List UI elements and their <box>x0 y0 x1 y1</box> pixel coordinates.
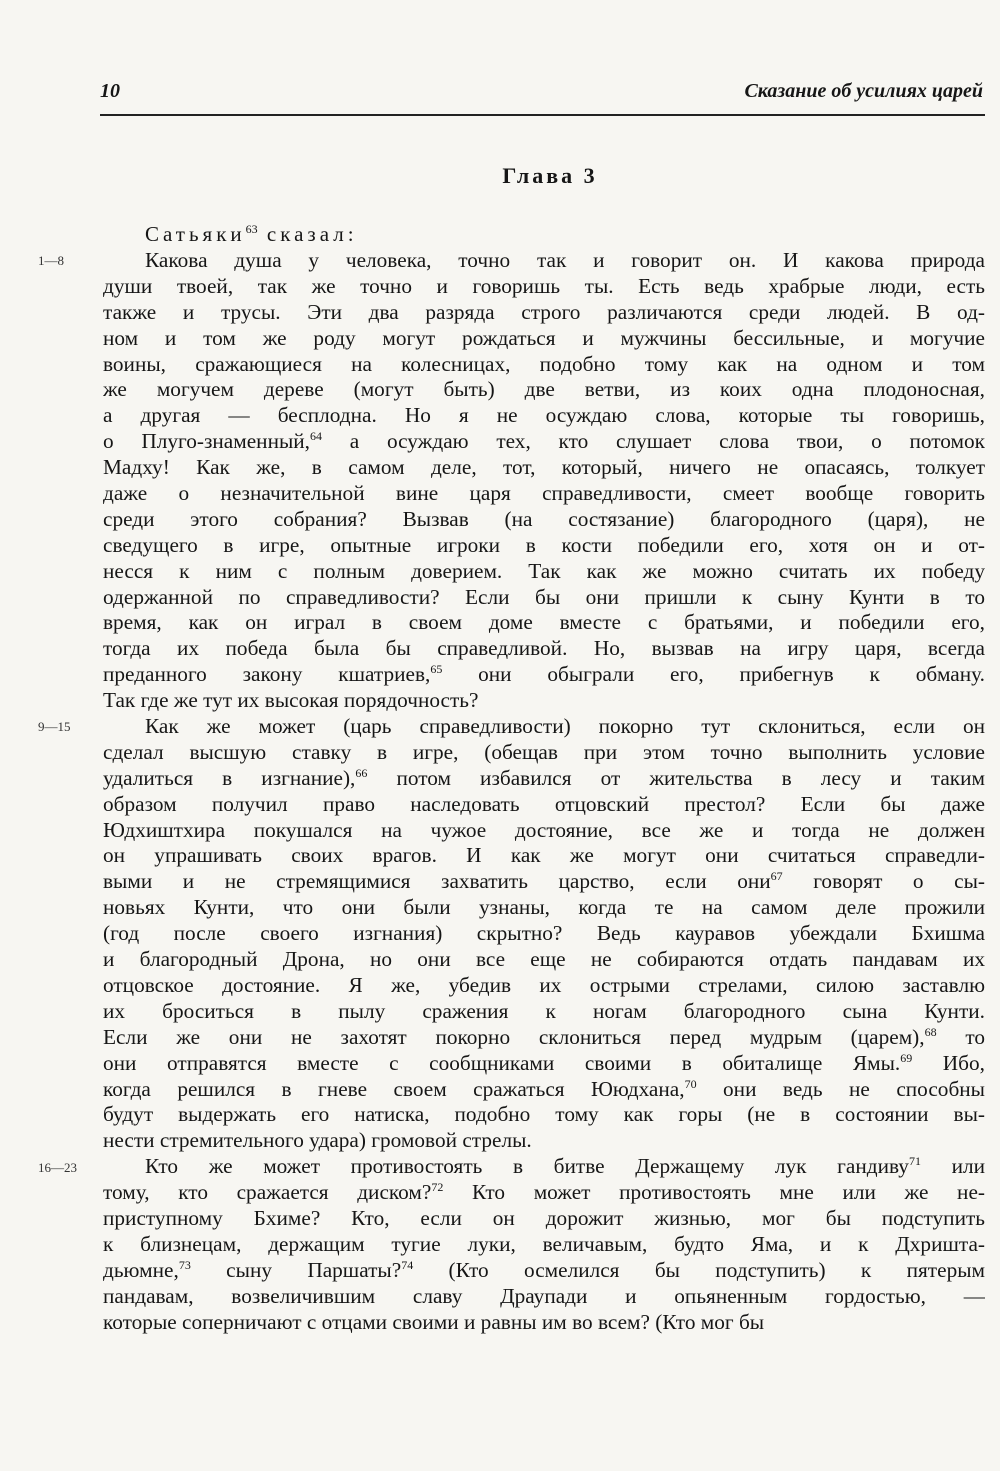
text-run: или <box>920 1154 985 1179</box>
text-run: они обыграли его, прибегнув к обману. <box>442 662 985 687</box>
text-line <box>103 818 985 844</box>
text-run: их броситься в пылу сражения к ногам благородного сына Кунти. <box>103 998 985 1023</box>
text-run: одержанной по справедливости? Если бы они пришли к сыну Кунти в то <box>103 584 985 609</box>
footnote-ref: 74 <box>401 1257 414 1272</box>
main-text <box>103 248 985 1335</box>
text-run: потом избавился от жительства в лесу и таким <box>367 765 985 790</box>
text-line <box>103 507 985 533</box>
text-line <box>103 740 985 766</box>
text-line <box>103 559 985 585</box>
text-line <box>103 1102 985 1128</box>
text-run: Кто же может противостоять в битве Держащему лук гандиву <box>145 1154 909 1179</box>
text-line <box>103 610 985 636</box>
running-header <box>100 80 985 116</box>
text-run: (год после своего изгнания) скрытно? Ведь кауравов убеждали Бхишма <box>103 921 985 946</box>
text-run: пандавам, возвеличившим славу Драупади и опьяненным гордостью, — <box>103 1283 985 1308</box>
text-line <box>103 300 985 326</box>
text-line <box>103 921 985 947</box>
text-run: новьях Кунти, что они были узнаны, когда те на самом деле прожили <box>103 895 985 920</box>
text-run: отцовское достояние. Я же, убедив их острыми стрелами, силою заставлю <box>103 972 985 997</box>
text-run: Мадху! Как же, в самом деле, тот, который, ничего не опасаясь, толкует <box>103 455 985 480</box>
text-run: он упрашивать своих врагов. И как же могут они считаться справедли- <box>103 843 985 868</box>
text-line <box>103 1077 985 1103</box>
text-line <box>103 326 985 352</box>
text-run: преданного закону кшатриев, <box>103 662 431 687</box>
text-line <box>103 352 985 378</box>
text-run: даже о незначительной вине царя справедливости, смеет вообще говорить <box>103 481 985 506</box>
text-run: сведущего в игре, опытные игроки в кости победили его, хотя он и от- <box>103 532 985 557</box>
text-run: которые соперничают с отцами своими и равны им во всем? (Кто мог бы <box>103 1309 765 1334</box>
text-line <box>103 869 985 895</box>
text-run: время, как он играл в своем доме вместе с братьями, и победили его, <box>103 610 985 635</box>
text-line <box>103 792 985 818</box>
text-run: а осуждаю тех, кто слушает слова твои, о потомок <box>322 429 985 454</box>
text-run: несся к ним с полным доверием. Так как же можно считать их победу <box>103 558 985 583</box>
text-run: тому, кто сражается диском? <box>103 1180 432 1205</box>
text-run: воины, сражающиеся на колесницах, подобно тому как на одном и том <box>103 351 985 376</box>
text-run: дьюмне, <box>103 1257 179 1282</box>
footnote-ref: 63 <box>245 222 258 236</box>
text-line <box>103 1180 985 1206</box>
speaker-verb: сказал: <box>266 222 358 246</box>
text-line <box>103 636 985 662</box>
text-line <box>103 403 985 429</box>
text-run: когда решился в гневе своем сражаться Ююдхана, <box>103 1076 685 1101</box>
text-line <box>103 1154 985 1180</box>
text-run: говорят о сы- <box>782 869 985 894</box>
text-line <box>103 429 985 455</box>
footnote-ref: 65 <box>430 662 443 677</box>
text-line <box>103 1310 985 1336</box>
text-run: Кто может противостоять мне или же не- <box>443 1180 985 1205</box>
text-line <box>103 481 985 507</box>
text-run: а другая — бесплодна. Но я не осуждаю слова, которые ты говоришь, <box>103 403 985 428</box>
text-run: Ибо, <box>912 1050 985 1075</box>
footnote-ref: 68 <box>924 1024 937 1039</box>
text-run: Какова душа у человека, точно так и говорит он. И какова природа <box>145 248 985 272</box>
text-line <box>103 688 985 714</box>
text-run: души твоей, так же точно и говоришь ты. Есть ведь храбрые люди, есть <box>103 273 985 298</box>
text-run: Если же они не захотят покорно склониться перед мудрым (царем), <box>103 1024 925 1049</box>
verse-range: 9—15 <box>38 719 71 735</box>
text-line <box>103 585 985 611</box>
text-run: и благородный Дрона, но они все еще не собираются отдать пандавам их <box>103 947 985 972</box>
running-title: Сказание об усилиях царей <box>744 80 983 102</box>
text-run: сделал высшую ставку в игре, (обещав при этом точно выполнить условие <box>103 739 985 764</box>
text-run: ном и том же роду могут рождаться и мужчины бессильные, и могучие <box>103 325 985 350</box>
text-run: же могучем дереве (могут быть) две ветви, из коих одна плодоносная, <box>103 377 985 402</box>
text-run: среди этого собрания? Вызвав (на состязание) благородного (царя), не <box>103 506 985 531</box>
text-run: (Кто осмелился бы подступить) к пятерым <box>413 1257 985 1282</box>
text-line <box>103 895 985 921</box>
text-line <box>103 843 985 869</box>
text-run: Юдхиштхира покушался на чужое достояние, все же и тогда не должен <box>103 817 985 842</box>
text-run: к близнецам, держащим тугие луки, величавым, будто Яма, и к Дхришта- <box>103 1231 985 1256</box>
text-line <box>103 1258 985 1284</box>
footnote-ref: 70 <box>684 1076 697 1091</box>
text-run: тогда их победа была бы справедливой. Но, вызвав на игру царя, всегда <box>103 636 985 661</box>
text-line <box>103 377 985 403</box>
text-line <box>103 766 985 792</box>
text-run: также и трусы. Эти два разряда строго различаются среди людей. В од- <box>103 299 985 324</box>
chapter-title: Глава 3 <box>502 163 598 188</box>
footnote-ref: 67 <box>770 869 783 884</box>
text-line <box>103 274 985 300</box>
text-run: они ведь не способны <box>696 1076 985 1101</box>
text-line <box>103 714 985 740</box>
text-run: то <box>936 1024 985 1049</box>
text-run: нести стремительного удара) громовой стрелы. <box>103 1128 532 1153</box>
text-run: удалиться в изгнание), <box>103 765 356 790</box>
text-line <box>103 973 985 999</box>
verse-range: 16—23 <box>38 1159 77 1175</box>
footnote-ref: 73 <box>178 1257 191 1272</box>
text-run: будут выдержать его натиска, подобно тому как горы (не в состоянии вы- <box>103 1102 985 1127</box>
speaker-line <box>145 222 358 247</box>
text-line <box>103 1051 985 1077</box>
speaker-name: Сатьяки <box>145 222 246 246</box>
text-line <box>103 533 985 559</box>
text-line <box>103 662 985 688</box>
text-line <box>103 1128 985 1154</box>
text-line <box>103 947 985 973</box>
text-line <box>103 248 985 274</box>
text-run: сыну Паршаты? <box>190 1257 402 1282</box>
footnote-ref: 69 <box>900 1050 913 1065</box>
text-line <box>103 455 985 481</box>
text-line <box>103 999 985 1025</box>
text-run: образом получил право наследовать отцовский престол? Если бы даже <box>103 791 985 816</box>
text-run: приступному Бхиме? Кто, если он дорожит жизнью, мог бы подступить <box>103 1205 985 1230</box>
footnote-ref: 64 <box>310 429 323 444</box>
text-line <box>103 1206 985 1232</box>
verse-range: 1—8 <box>38 253 64 268</box>
footnote-ref: 66 <box>355 765 368 780</box>
text-line <box>103 1025 985 1051</box>
page-number: 10 <box>100 80 120 102</box>
text-run: Как же может (царь справедливости) покорно тут склониться, если он <box>145 714 985 739</box>
text-run: о Плуго-знаменный, <box>103 429 311 454</box>
footnote-ref: 72 <box>431 1180 444 1194</box>
text-run: выми и не стремящимися захватить царство, если они <box>103 869 771 894</box>
footnote-ref: 71 <box>908 1154 921 1169</box>
text-run: они отправятся вместе с сообщниками своими в обиталище Ямы. <box>103 1050 901 1075</box>
text-run: Так где же тут их высокая порядочность? <box>103 688 479 713</box>
text-line <box>103 1232 985 1258</box>
text-line <box>103 1284 985 1310</box>
